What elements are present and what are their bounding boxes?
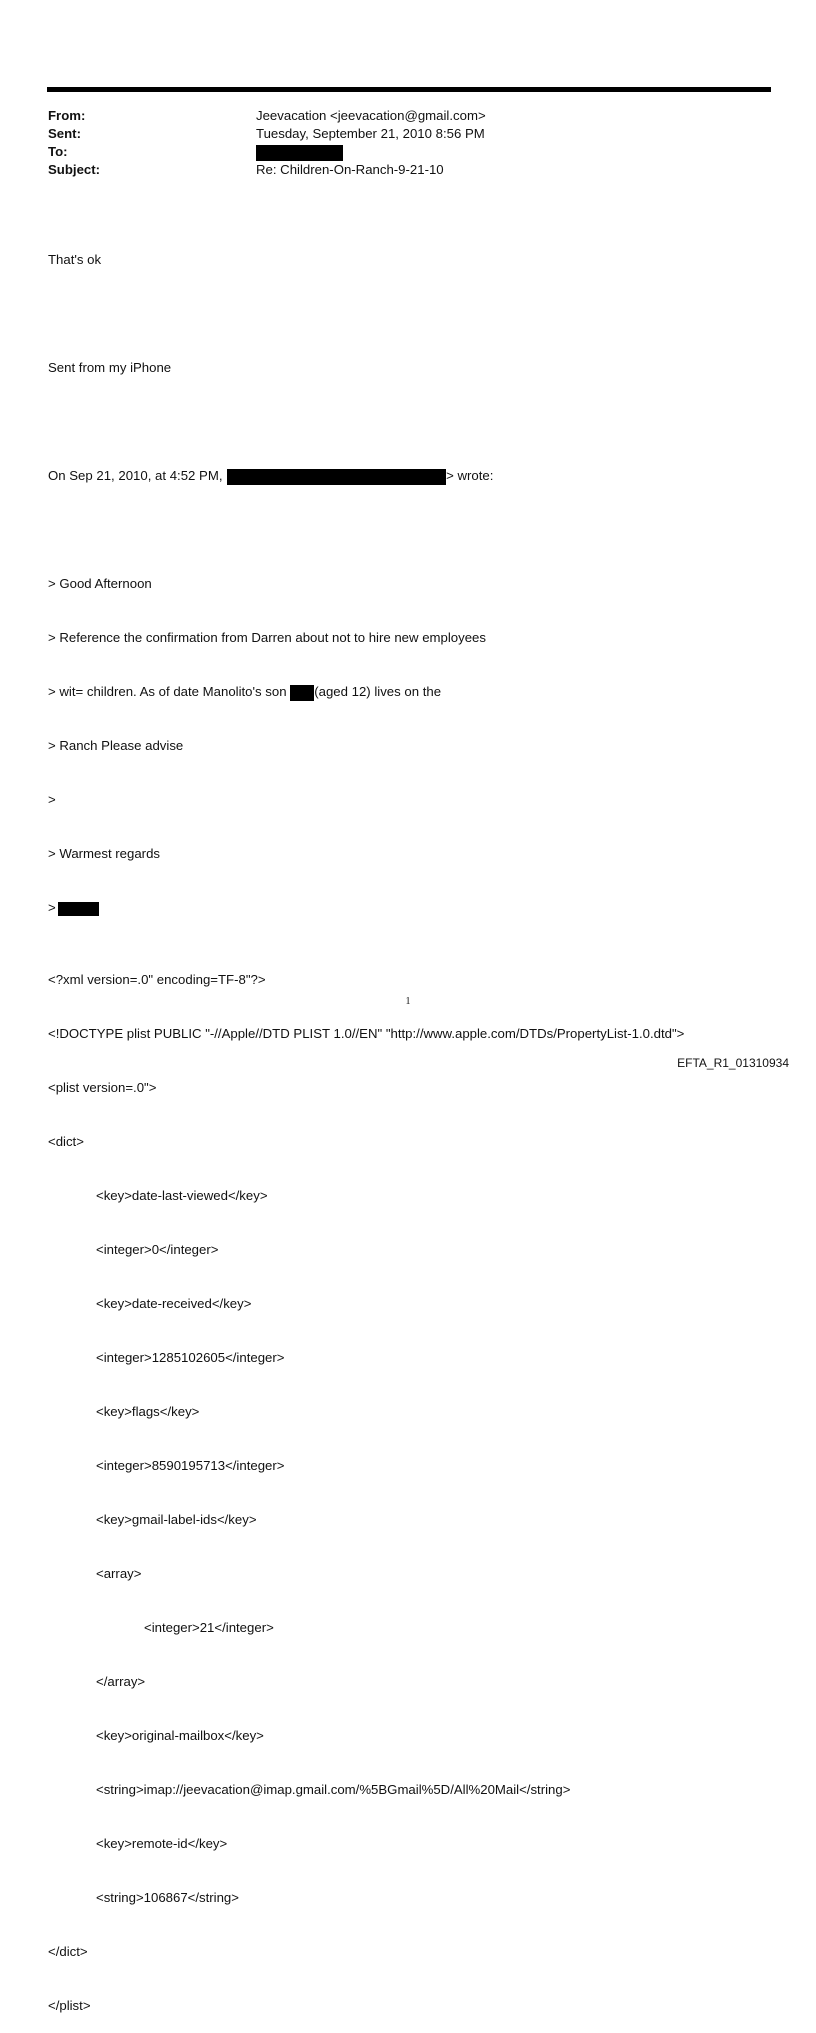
redaction-box — [227, 469, 446, 485]
quoted-line — [48, 899, 684, 917]
plist-line: <?xml version=.0" encoding=TF-8"?> — [48, 972, 266, 987]
spacer — [48, 305, 684, 323]
redaction-box — [58, 902, 99, 916]
redaction-box — [290, 685, 314, 701]
subject-value: Re: Children-On-Ranch-9-21-10 — [256, 162, 444, 177]
email-body — [48, 215, 684, 2033]
page-number: 1 — [405, 996, 411, 1007]
subject-label: Subject: — [48, 162, 101, 177]
bates-number: EFTA_R1_01310934 — [677, 1056, 789, 1070]
spacer — [48, 413, 684, 431]
plist-line: <integer>8590195713</integer> — [96, 1458, 285, 1473]
header-rule — [47, 87, 771, 92]
quoted-line: > Good Afternoon — [48, 576, 152, 591]
plist-line: <key>date-last-viewed</key> — [96, 1188, 268, 1203]
plist-line: <key>remote-id</key> — [96, 1836, 228, 1851]
sent-value: Tuesday, September 21, 2010 8:56 PM — [256, 126, 485, 141]
plist-line: <key>flags</key> — [96, 1404, 200, 1419]
quoted-line: > Reference the confirmation from Darren about not to hire new employees — [48, 630, 486, 645]
plist-line: <integer>1285102605</integer> — [96, 1350, 285, 1365]
quote-intro — [48, 467, 684, 485]
quote-intro-suffix: > wrote: — [446, 468, 494, 483]
quoted-line7: > — [48, 900, 56, 915]
from-value: Jeevacation <jeevacation@gmail.com> — [256, 108, 486, 123]
plist-line: </dict> — [48, 1944, 88, 1959]
plist-line: <integer>21</integer> — [144, 1620, 274, 1635]
spacer — [48, 521, 684, 539]
quoted-line3-suffix: (aged 12) lives on the — [314, 684, 442, 699]
plist-line: <key>date-received</key> — [96, 1296, 252, 1311]
sent-label: Sent: — [48, 126, 81, 141]
to-value — [256, 143, 343, 161]
quoted-line3-prefix: > wit= children. As of date Manolito's son — [48, 684, 287, 699]
plist-line: <dict> — [48, 1134, 84, 1149]
quote-intro-prefix: On Sep 21, 2010, at 4:52 PM, — [48, 468, 223, 483]
plist-line: <array> — [96, 1566, 142, 1581]
quoted-line: > Warmest regards — [48, 846, 161, 861]
signature-text: Sent from my iPhone — [48, 360, 172, 375]
plist-line: </plist> — [48, 1998, 91, 2013]
redaction-box — [256, 145, 343, 161]
plist-line: <key>gmail-label-ids</key> — [96, 1512, 257, 1527]
quoted-line: > — [48, 792, 56, 807]
plist-line: <string>imap://jeevacation@imap.gmail.com/%5BGmail%5D/All%20Mail</string> — [96, 1782, 571, 1797]
quoted-line: > Ranch Please advise — [48, 738, 184, 753]
plist-line: <integer>0</integer> — [96, 1242, 219, 1257]
plist-line: <string>106867</string> — [96, 1890, 239, 1905]
plist-line: <key>original-mailbox</key> — [96, 1728, 264, 1743]
plist-line: </array> — [96, 1674, 146, 1689]
plist-line: <plist version=.0"> — [48, 1080, 157, 1095]
plist-line: <!DOCTYPE plist PUBLIC "-//Apple//DTD PLIST 1.0//EN" "http://www.apple.com/DTDs/PropertyList-1.0.dtd"> — [48, 1026, 685, 1041]
from-label: From: — [48, 108, 86, 123]
to-label: To: — [48, 144, 68, 159]
reply-text: That's ok — [48, 252, 102, 267]
quoted-line — [48, 683, 684, 701]
